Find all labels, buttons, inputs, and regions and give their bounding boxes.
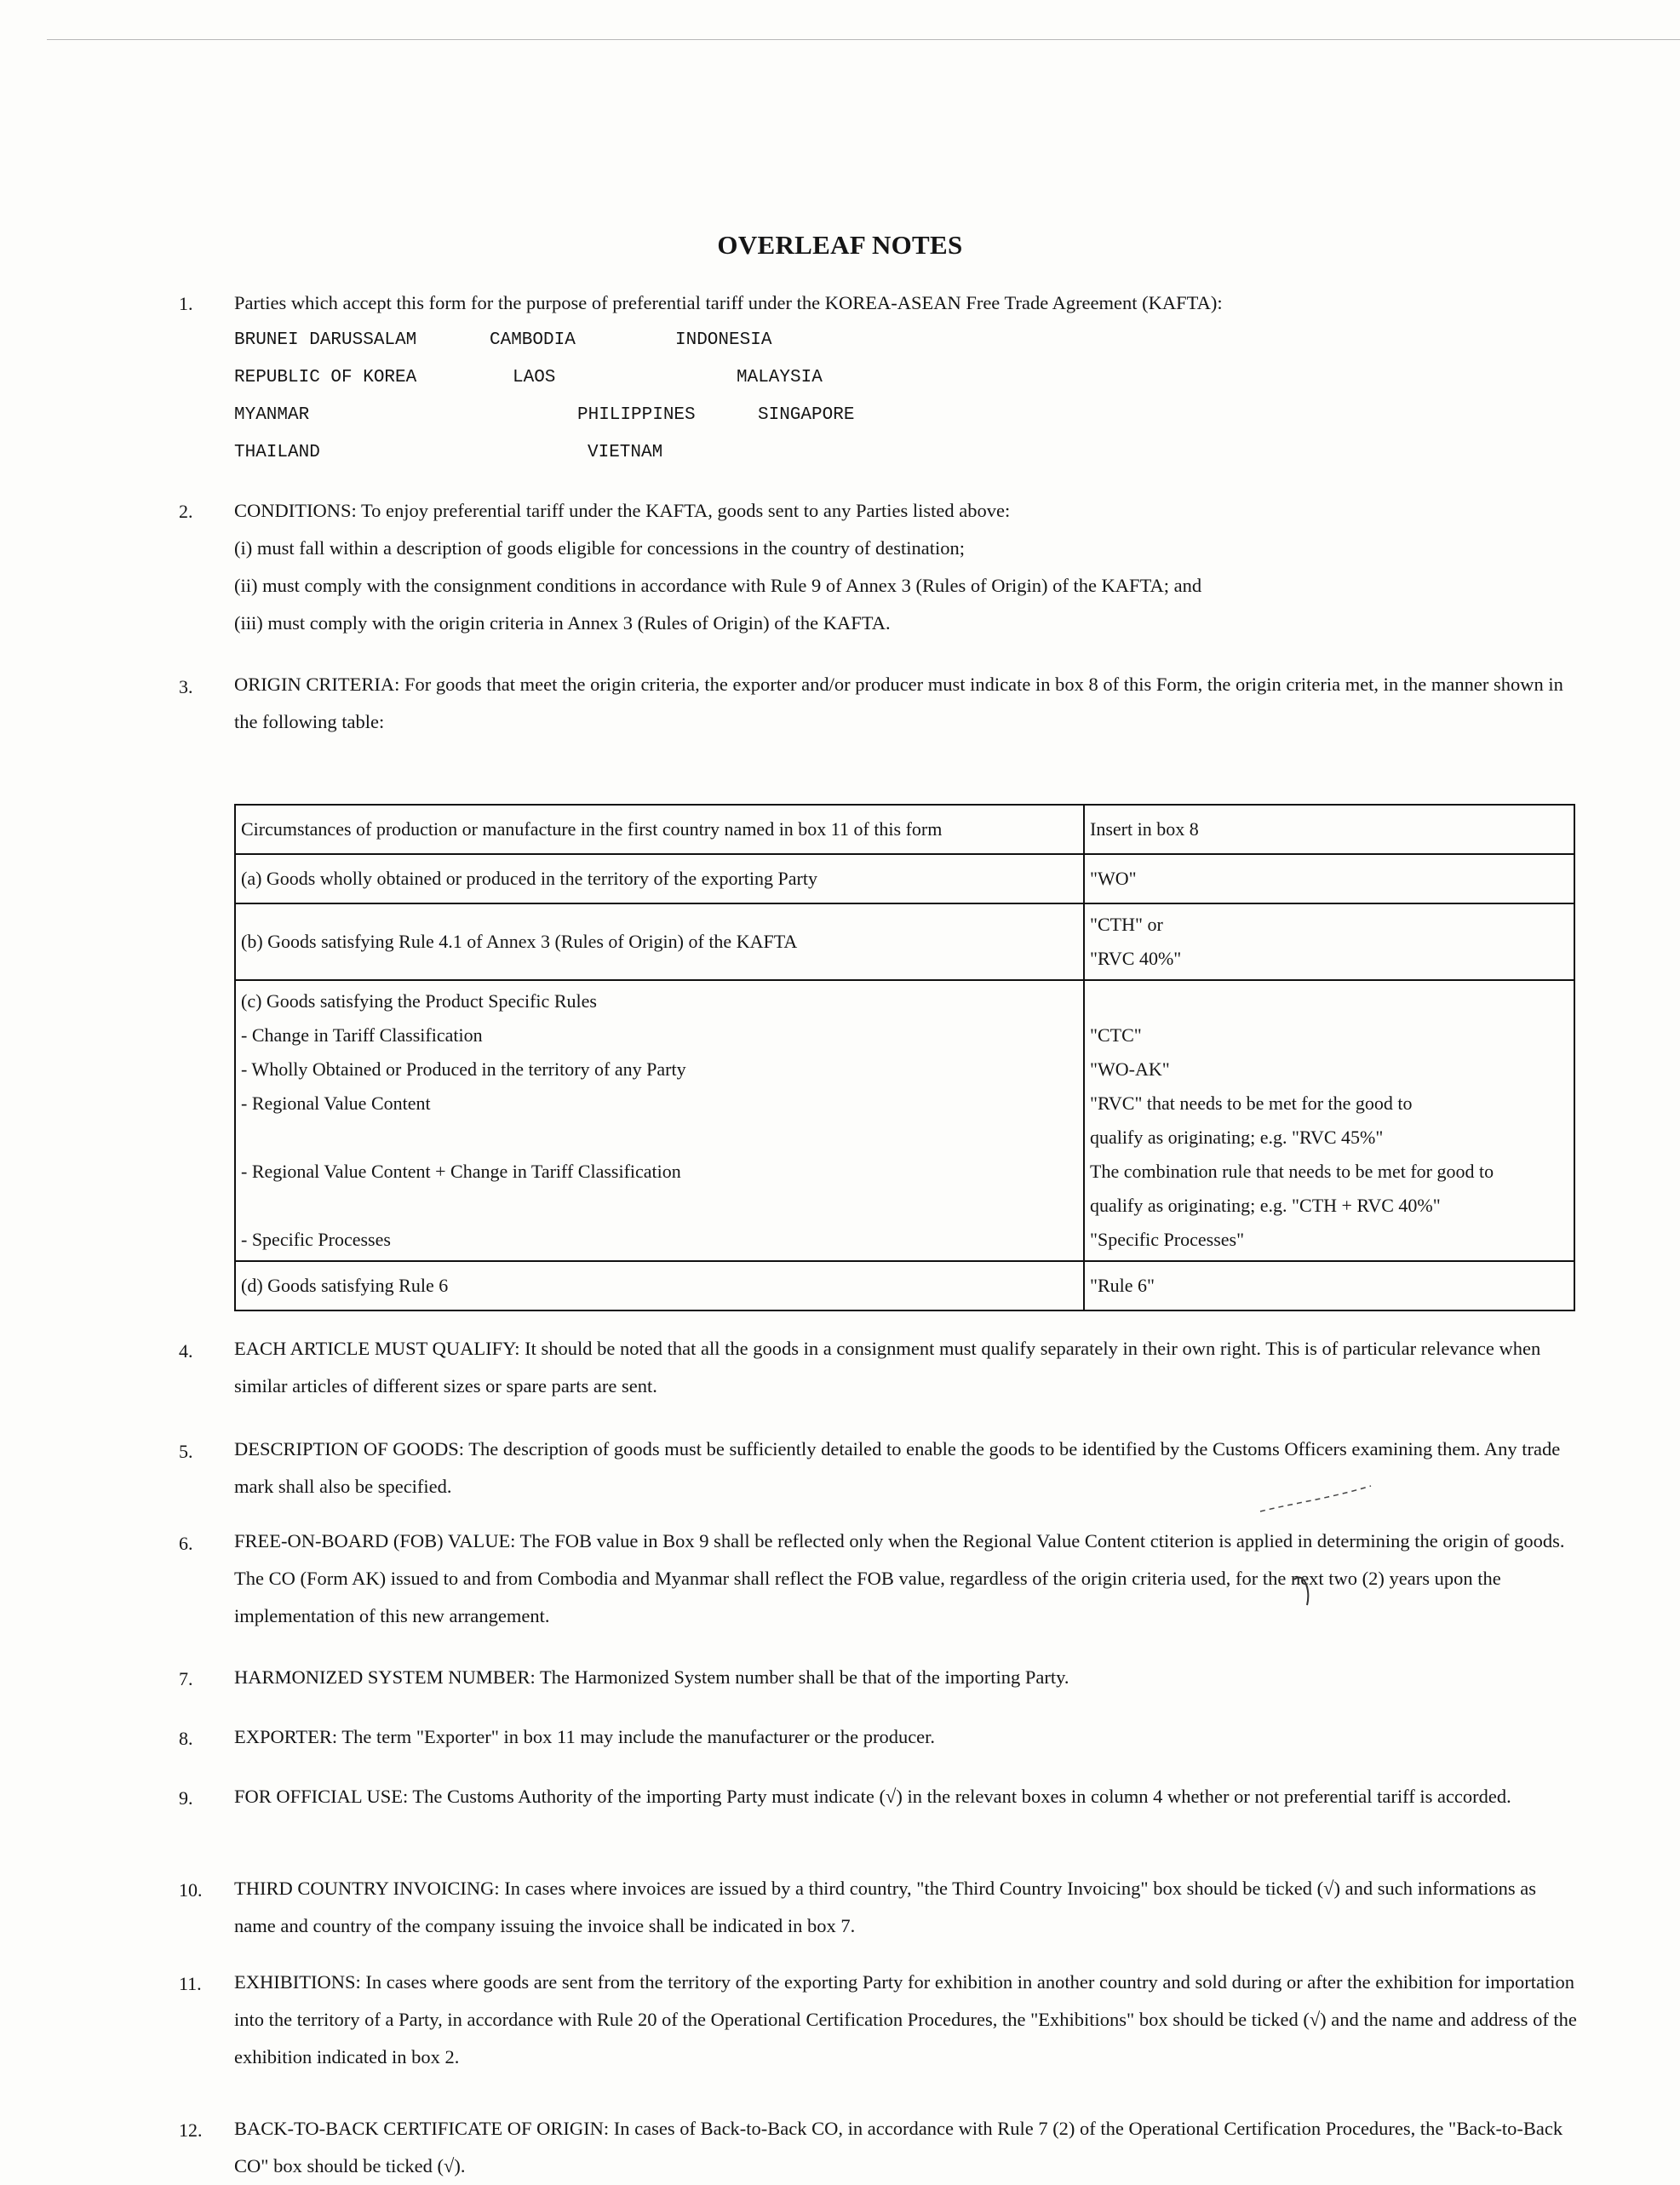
table-cell xyxy=(1084,980,1574,1261)
item-text: EACH ARTICLE MUST QUALIFY: It should be noted that all the goods in a consignment must qualify separately in their own right. This is of particular relevance when similar articles of different sizes or spare parts are sent. xyxy=(234,1338,1541,1396)
item-number: 12. xyxy=(179,2119,203,2141)
table-row xyxy=(235,805,1574,854)
scan-top-edge xyxy=(47,39,1680,40)
item-number: 1. xyxy=(179,293,193,314)
item-number: 10. xyxy=(179,1879,203,1901)
table-cell-line: qualify as originating; e.g. "RVC 45%" xyxy=(1090,1127,1384,1148)
table-row xyxy=(235,1261,1574,1310)
table-cell-line: - Specific Processes xyxy=(241,1229,391,1250)
item-text: DESCRIPTION OF GOODS: The description of goods must be sufficiently detailed to enable the goods to be identified by the Customs Officers examining them. Any trade mark shall also be specified. xyxy=(234,1438,1561,1497)
party-singapore: SINGAPORE xyxy=(758,405,855,425)
item-text: FREE-ON-BOARD (FOB) VALUE: The FOB value in Box 9 shall be reflected only when the Regional Value Content ctiterion is applied in determining the origin of goods. The CO (Form AK) issued to and from Combodia and Myanmar shall reflect the FOB value, regardless of the origin criteria used, for the next two (2) years upon the implementation of this new arrangement. xyxy=(234,1530,1565,1626)
item-text: HARMONIZED SYSTEM NUMBER: The Harmonized System number shall be that of the importing Party. xyxy=(234,1666,1069,1688)
item-number: 11. xyxy=(179,1973,202,1994)
origin-criteria-table xyxy=(234,804,1575,1311)
party-myanmar: MYANMAR xyxy=(234,405,310,425)
item-number: 5. xyxy=(179,1441,193,1462)
table-row xyxy=(235,903,1574,980)
page-title: OVERLEAF NOTES xyxy=(717,230,963,260)
table-cell-line: The combination rule that needs to be met for good to xyxy=(1090,1161,1494,1182)
item-text: CONDITIONS: To enjoy preferential tariff under the KAFTA, goods sent to any Parties listed above: xyxy=(234,500,1011,521)
table-cell-line: - Regional Value Content xyxy=(241,1092,431,1114)
table-cell-line: (c) Goods satisfying the Product Specific Rules xyxy=(241,990,597,1012)
table-cell-line: "RVC" that needs to be met for the good to xyxy=(1090,1092,1413,1114)
table-row xyxy=(235,980,1574,1261)
table-cell-line: - Wholly Obtained or Produced in the territory of any Party xyxy=(241,1058,686,1080)
party-brunei: BRUNEI DARUSSALAM xyxy=(234,330,417,350)
item-number: 9. xyxy=(179,1787,193,1809)
condition-i: (i) must fall within a description of goods eligible for concessions in the country of destination; xyxy=(234,537,965,559)
table-row xyxy=(235,854,1574,903)
table-header-cell: Circumstances of production or manufacture in the first country named in box 11 of this form xyxy=(235,805,1084,854)
item-number: 2. xyxy=(179,501,193,522)
item-number: 7. xyxy=(179,1668,193,1689)
party-korea: REPUBLIC OF KOREA xyxy=(234,368,417,387)
item-text: EXHIBITIONS: In cases where goods are sent from the territory of the exporting Party for exhibition in another country and sold during or after the exhibition for importation into the territory of a Party, in accordance with Rule 20 of the Operational Certification Procedures, the "Exhibitions" box should be ticked (√) and the name and address of the exhibition indicated in box 2. xyxy=(234,1971,1577,2067)
table-cell-line: "CTH" or xyxy=(1090,914,1163,935)
table-cell: "Rule 6" xyxy=(1084,1261,1574,1310)
table-cell: (a) Goods wholly obtained or produced in the territory of the exporting Party xyxy=(235,854,1084,903)
party-laos: LAOS xyxy=(513,368,556,387)
item-text: Parties which accept this form for the purpose of preferential tariff under the KOREA-ASEAN Free Trade Agreement (KAFTA): xyxy=(234,292,1223,313)
table-cell-line: "Specific Processes" xyxy=(1090,1229,1245,1250)
table-cell xyxy=(1084,903,1574,980)
item-text: BACK-TO-BACK CERTIFICATE OF ORIGIN: In cases of Back-to-Back CO, in accordance with Rule 7 (2) of the Operational Certification Procedures, the "Back-to-Back CO" box should be ticked (√). xyxy=(234,2118,1563,2176)
party-cambodia: CAMBODIA xyxy=(490,330,576,350)
table-cell-line: "RVC 40%" xyxy=(1090,948,1182,969)
table-cell: "WO" xyxy=(1084,854,1574,903)
party-vietnam: VIETNAM xyxy=(588,443,663,462)
table-cell-line: - Regional Value Content + Change in Tariff Classification xyxy=(241,1161,681,1182)
table-cell xyxy=(235,980,1084,1261)
table-cell: (d) Goods satisfying Rule 6 xyxy=(235,1261,1084,1310)
item-text: FOR OFFICIAL USE: The Customs Authority of the importing Party must indicate (√) in the relevant boxes in column 4 whether or not preferential tariff is accorded. xyxy=(234,1786,1511,1807)
item-text: ORIGIN CRITERIA: For goods that meet the origin criteria, the exporter and/or producer must indicate in box 8 of this Form, the origin criteria met, in the manner shown in the following table: xyxy=(234,674,1563,732)
item-text: EXPORTER: The term "Exporter" in box 11 may include the manufacturer or the producer. xyxy=(234,1726,936,1747)
condition-iii: (iii) must comply with the origin criteria in Annex 3 (Rules of Origin) of the KAFTA. xyxy=(234,612,891,634)
table-cell-line: "CTC" xyxy=(1090,1024,1142,1046)
party-indonesia: INDONESIA xyxy=(675,330,772,350)
condition-ii: (ii) must comply with the consignment conditions in accordance with Rule 9 of Annex 3 (Rules of Origin) of the KAFTA; and xyxy=(234,575,1202,596)
pen-mark xyxy=(1243,1477,1396,1622)
item-number: 6. xyxy=(179,1533,193,1554)
table-cell-line: - Change in Tariff Classification xyxy=(241,1024,483,1046)
party-philippines: PHILIPPINES xyxy=(577,405,696,425)
table-cell-line: qualify as originating; e.g. "CTH + RVC 40%" xyxy=(1090,1195,1441,1216)
item-number: 4. xyxy=(179,1340,193,1362)
party-malaysia: MALAYSIA xyxy=(737,368,823,387)
item-number: 3. xyxy=(179,676,193,697)
item-text: THIRD COUNTRY INVOICING: In cases where invoices are issued by a third country, "the Third Country Invoicing" box should be ticked (√) and such informations as name and country of the company issuing the invoice shall be indicated in box 7. xyxy=(234,1878,1536,1936)
table-cell: (b) Goods satisfying Rule 4.1 of Annex 3 (Rules of Origin) of the KAFTA xyxy=(235,903,1084,980)
party-thailand: THAILAND xyxy=(234,443,320,462)
item-number: 8. xyxy=(179,1728,193,1749)
table-header-cell: Insert in box 8 xyxy=(1084,805,1574,854)
table-cell-line: "WO-AK" xyxy=(1090,1058,1170,1080)
